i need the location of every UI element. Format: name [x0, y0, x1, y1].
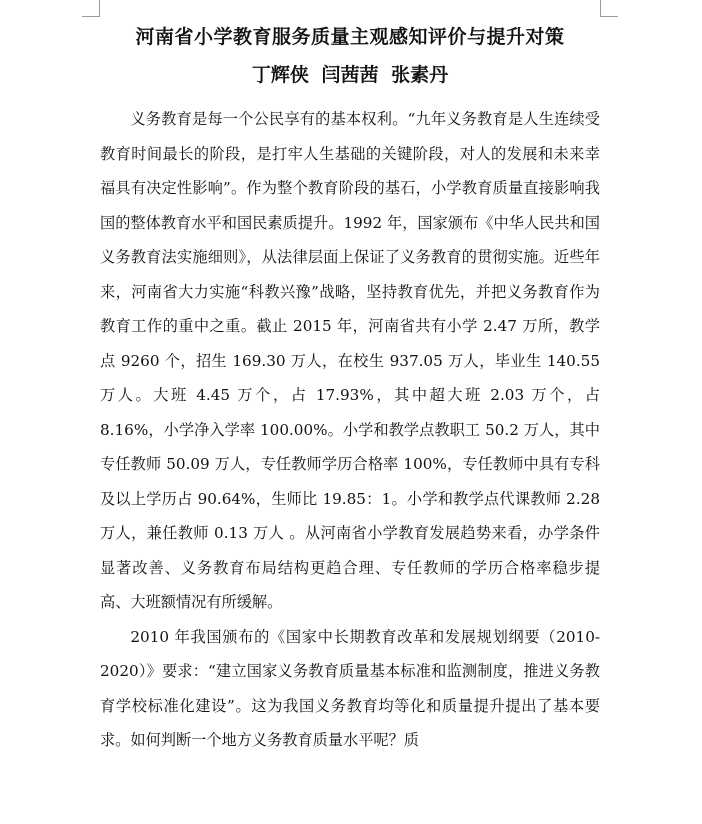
- crop-mark-right-vertical: [600, 0, 601, 16]
- body-paragraph-1: 义务教育是每一个公民享有的基本权利。“九年义务教育是人生连续受教育时间最长的阶段，是打牢人生基础的关键阶段，对人的发展和未来幸福具有决定性影响”。作为整个教育阶段的基石，小学教育质量直接影响我国的整体教育水平和国民素质提升。1992 年，国家颁布《中华人民共和国义务教育法实施细则》，从法律层面上保证了义务教育的贯彻实施。近些年来，河南省大力实施“科教兴豫”战略，坚持教育优先，并把义务教育作为教育工作的重中之重。截止 2015 年，河南省共有小学 2.47 万所，教学点 9260 个，招生 169.30 万人，在校生 937.05 万人，毕业生 140.55 万人。大班 4.45 万个，占 17.93%，其中超大班 2.03 万个，占 8.16%，小学净入学率 100.00%。小学和教学点教职工 50.2 万人，其中专任教师 50.09 万人，专任教师学历合格率 100%，专任教师中具有专科及以上学历占 90.64%，生师比 19.85：1。小学和教学点代课教师 2.28 万人，兼任教师 0.13 万人 。从河南省小学教育发展趋势来看，办学条件显著改善、义务教育布局结构更趋合理、专任教师的学历合格率稳步提高、大班额情况有所缓解。: [100, 110, 600, 611]
- document-title: 河南省小学教育服务质量主观感知评价与提升对策: [135, 26, 565, 48]
- crop-mark-left-horizontal: [82, 16, 100, 17]
- body-paragraph-2: 2010 年我国颁布的《国家中长期教育改革和发展规划纲要（2010-2020）》要求：“建立国家义务教育质量基本标准和监测制度，推进义务教育学校标准化建设”。这为我国义务教育均等化和质量提升提出了基本要求。如何判断一个地方义务教育质量水平呢？质: [100, 627, 600, 749]
- crop-mark-right-horizontal: [600, 16, 618, 17]
- document-authors: 丁辉侠 闫茜茜 张素丹: [251, 64, 449, 86]
- document-page: [100, 0, 600, 758]
